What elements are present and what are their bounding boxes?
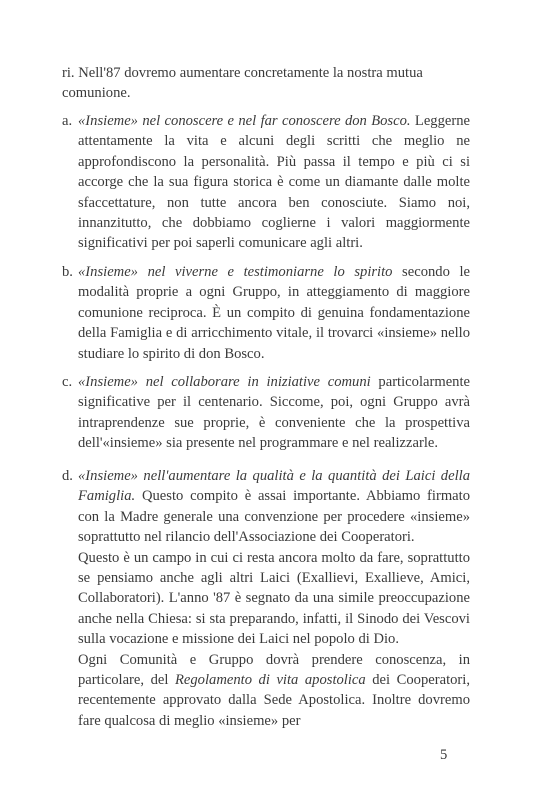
paragraph <box>78 262 470 364</box>
paragraph <box>78 650 470 732</box>
paragraph <box>78 111 470 254</box>
paragraph-text: Ogni Comunità e Gruppo dovrà prendere conoscenza, in particolare, del <box>78 651 470 689</box>
item-heading: «Insieme» nel conoscere e nel far conoscere don Bosco. <box>78 113 411 129</box>
item-heading: «Insieme» nel collaborare in iniziative comuni <box>78 374 371 390</box>
list-item-a <box>62 111 482 254</box>
item-text: Questo compito è assai importante. Abbiamo firmato con la Madre generale una convenzione per procedere «insieme» soprattutto nel rilancio dell'Associazione dei Cooperatori. <box>78 488 470 546</box>
list-item-body <box>78 262 470 364</box>
regulation-title: Regolamento di vita apostolica <box>174 672 366 689</box>
list-item-body <box>78 111 470 254</box>
item-heading: «Insieme» nel viverne e testimoniarne lo spirito <box>78 264 393 280</box>
list-marker: d. <box>62 468 73 484</box>
item-text: Leggerne attentamente la vita e alcuni degli scritti che meglio ne approfondiscono la personalità. Più passa il tempo e più ci si accorge che la sua figura storica è come un diamante dalle molte sfaccettature, non tutte ancora ben conosciute. Siamo noi, innanzitutto, che dobbiamo coglierne i valori maggiormente significativi per poi saperli comunicare agli altri. <box>78 113 470 252</box>
list-item-body <box>78 372 470 454</box>
item-heading: «Insieme» nell'aumentare la qualità e la quantità dei Laici della Famiglia. <box>78 468 470 505</box>
list-item-b <box>62 262 482 364</box>
paragraph <box>78 372 470 454</box>
paragraph-text: dei Cooperatori, recentemente approvato dalla Sede Apostolica. Inoltre dovremo fare qualcosa di meglio «insieme» per <box>78 672 470 729</box>
page-number: 5 <box>440 747 448 763</box>
paragraph <box>78 466 470 548</box>
item-text: particolarmente significative per il centenario. Siccome, poi, ogni Gruppo avrà intraprendenze sue proprie, è conveniente che la prospettiva dell'«insieme» sia presente nel programmare e nel realizzarle. <box>78 374 470 452</box>
list-marker: a. <box>62 113 73 129</box>
list-marker: c. <box>62 374 73 390</box>
list-item-body <box>78 466 470 731</box>
item-text: secondo le modalità proprie a ogni Gruppo, in atteggiamento di maggiore comunione reciproca. È un compito di genuina fondamentazione della Famiglia e di arricchimento vitale, il trovarci «insieme» nello studiare lo spirito di don Bosco. <box>78 264 470 362</box>
paragraph: Questo è un campo in cui ci resta ancora molto da fare, soprattutto se pensiamo anche agli altri Laici (Exallievi, Exallieve, Amici, Collaboratori). L'anno '87 è segnato da una simile preoccupazione anche nella Chiesa: si sta preparando, infatti, il Sinodo dei Vescovi sulla vocazione e missione dei Laici nel popolo di Dio. <box>78 549 470 648</box>
list-marker: b. <box>62 264 73 280</box>
intro-paragraph: ri. Nell'87 dovremo aumentare concretamente la nostra mutua comunione. <box>62 65 423 102</box>
list-item-d <box>62 466 482 731</box>
list-item-c <box>62 372 482 454</box>
